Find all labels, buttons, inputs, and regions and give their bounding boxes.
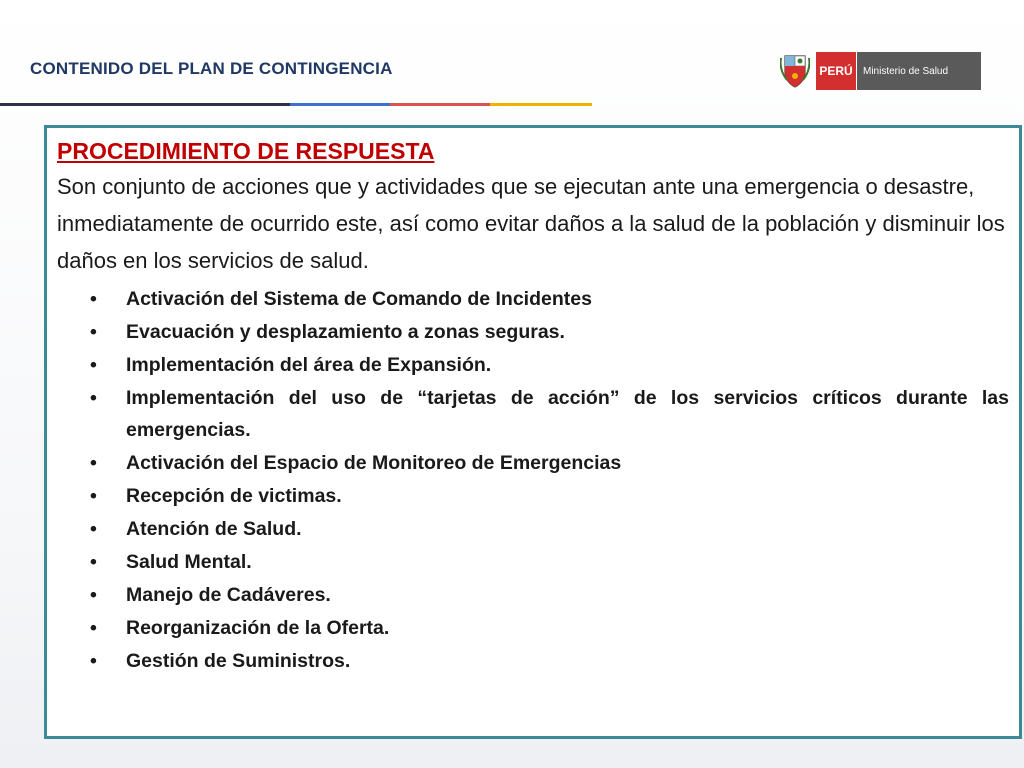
list-item xyxy=(57,513,1009,545)
list-item-text: Gestión de Suministros. xyxy=(126,650,351,672)
bullet-icon: • xyxy=(90,485,97,507)
list-item-text: Implementación del área de Expansión. xyxy=(126,354,492,376)
bullet-list xyxy=(57,283,1009,677)
list-item-text: Reorganización de la Oferta. xyxy=(126,617,390,639)
bullet-icon: • xyxy=(90,518,97,540)
list-item-text: Manejo de Cadáveres. xyxy=(126,584,331,606)
list-item xyxy=(57,447,1009,479)
list-item xyxy=(57,283,1009,315)
list-item xyxy=(57,349,1009,381)
list-item-text: Activación del Sistema de Comando de Incidentes xyxy=(126,288,592,310)
header-rule-segment xyxy=(390,103,490,106)
list-item-text: Recepción de victimas. xyxy=(126,485,342,507)
header-rule-segment xyxy=(490,103,592,106)
bullet-icon: • xyxy=(90,650,97,672)
bullet-icon: • xyxy=(90,288,97,310)
bullet-icon: • xyxy=(90,584,97,606)
header-rule xyxy=(0,103,592,106)
content-box xyxy=(44,125,1022,739)
list-item xyxy=(57,382,1009,446)
bullet-icon: • xyxy=(90,617,97,639)
list-item xyxy=(57,546,1009,578)
list-item xyxy=(57,316,1009,348)
list-item-text: Atención de Salud. xyxy=(126,518,302,540)
list-item-text: Implementación del uso de “tarjetas de acción” de los servicios críticos durante las emergencias. xyxy=(126,387,1009,441)
list-item-text: Activación del Espacio de Monitoreo de Emergencias xyxy=(126,452,622,474)
list-item-text: Salud Mental. xyxy=(126,551,252,573)
slide-header-title: CONTENIDO DEL PLAN DE CONTINGENCIA xyxy=(30,59,393,78)
logo-country-label: PERÚ xyxy=(816,52,856,90)
bullet-icon: • xyxy=(90,387,97,409)
bullet-icon: • xyxy=(90,551,97,573)
list-item xyxy=(57,645,1009,677)
list-item xyxy=(57,579,1009,611)
header-rule-segment xyxy=(0,103,290,106)
logo-ministry-label: Ministerio de Salud xyxy=(856,52,981,90)
bullet-icon: • xyxy=(90,354,97,376)
section-title: PROCEDIMIENTO DE RESPUESTA xyxy=(57,138,435,164)
intro-paragraph: Son conjunto de acciones que y actividades que se ejecutan ante una emergencia o desastre, inmediatamente de ocurrido este, así como evitar daños a la salud de la población y disminuir los daños en los servicios de salud. xyxy=(57,174,1005,273)
peru-coat-of-arms-icon xyxy=(780,52,810,90)
list-item xyxy=(57,612,1009,644)
bullet-icon: • xyxy=(90,452,97,474)
header-rule-segment xyxy=(290,103,390,106)
bullet-icon: • xyxy=(90,321,97,343)
ministry-logo xyxy=(780,51,981,91)
list-item xyxy=(57,480,1009,512)
list-item-text: Evacuación y desplazamiento a zonas seguras. xyxy=(126,321,565,343)
